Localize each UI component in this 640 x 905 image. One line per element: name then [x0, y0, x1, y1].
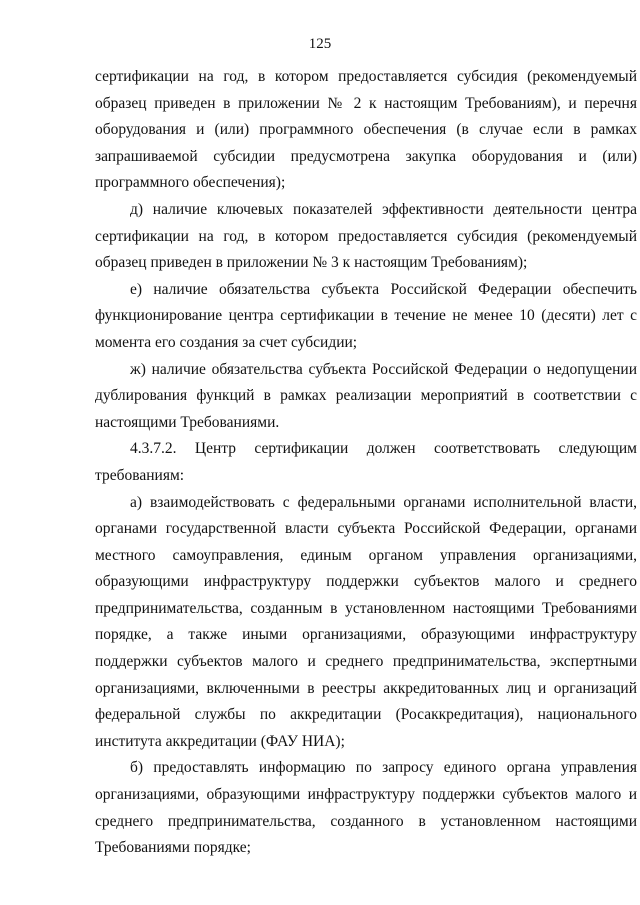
paragraph-item-b: б) предоставлять информацию по запросу единого органа управления организациями, образующими инфраструктуру поддержки субъектов малого и среднего предпринимательства, созданного в установленном настоящими Требованиями порядке; — [95, 759, 637, 857]
paragraph-item-d: д) наличие ключевых показателей эффективности деятельности центра сертификации на год, в котором предоставляется субсидия (рекомендуемый образец приведен в приложении № 3 к настоящим Требованиям); — [95, 200, 637, 272]
paragraph-item-zh: ж) наличие обязательства субъекта Российской Федерации о недопущении дублирования функций в рамках реализации мероприятий в соответствии с настоящими Требованиями. — [95, 360, 637, 431]
paragraph-item-e: е) наличие обязательства субъекта Российской Федерации обеспечить функционирование центра сертификации в течение не менее 10 (десяти) лет с момента его создания за счет субсидии; — [95, 280, 637, 351]
paragraph-continuation: сертификации на год, в котором предоставляется субсидия (рекомендуемый образец приведен в приложении № 2 к настоящим Требованиям), и перечня оборудования и (или) программного обеспечения (в случае если в рамках запрашиваемой субсидии предусмотрена закупка оборудования и (или) программного обеспечения); — [95, 68, 637, 192]
paragraph-item-a: а) взаимодействовать с федеральными органами исполнительной власти, органами государственной власти субъекта Российской Федерации, органами местного самоуправления, единым органом управления организациями, образующими инфраструктуру поддержки субъектов малого и среднего предпринимательства, созданным в установленном настоящими Требованиями порядке, а также иными организациями, образующими инфраструктуру поддержки субъектов малого и среднего предпринимательства, экспертными организациями, включенными в реестры аккредитованных лиц и организаций федеральной службы по аккредитации (Росаккредитация), национального института аккредитации (ФАУ НИА); — [95, 493, 637, 750]
document-body — [95, 64, 637, 862]
paragraph-section-4-3-7-2: 4.3.7.2. Центр сертификации должен соответствовать следующим требованиям: — [95, 440, 637, 484]
page-number: 125 — [308, 36, 332, 52]
